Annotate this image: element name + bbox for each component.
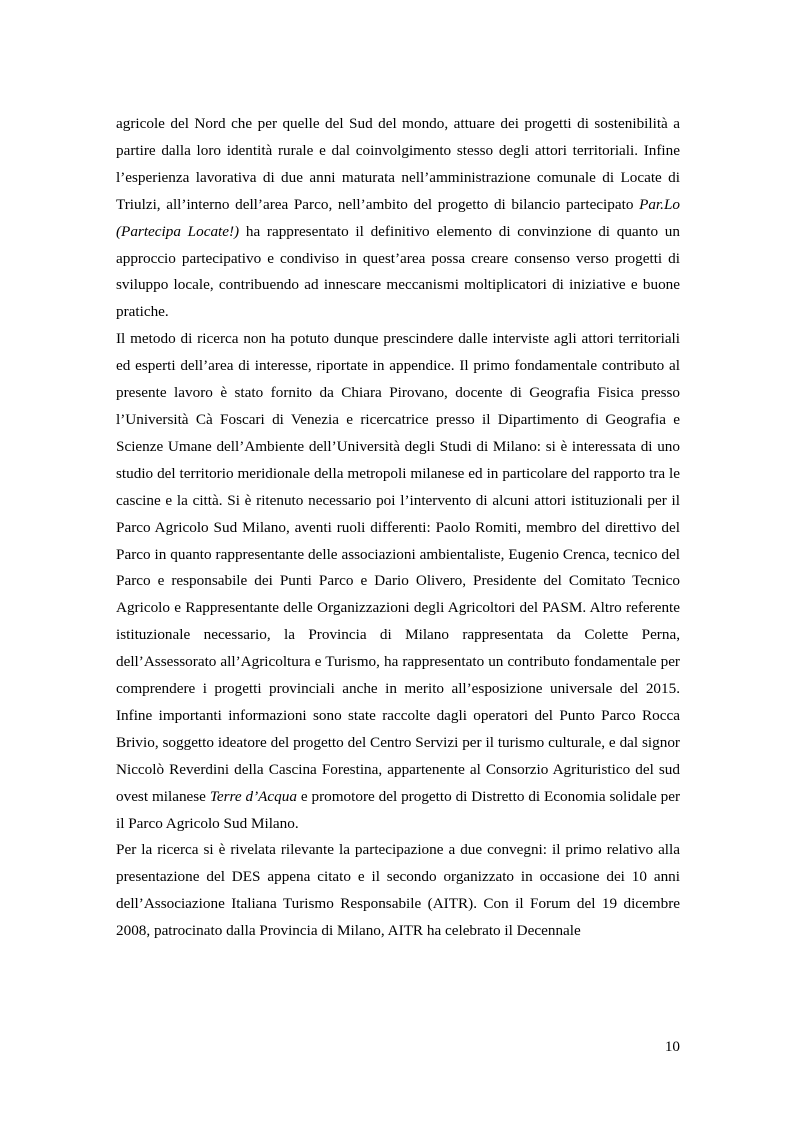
paragraph-1-italic-title: Par.Lo (Partecipa Locate!) — [116, 195, 680, 240]
body-text — [116, 111, 680, 945]
paragraph-2-text-a: Il metodo di ricerca non ha potuto dunque prescindere dalle interviste agli attori territoriali ed esperti dell’area di interesse, riportate in appendice. Il primo fondamentale contributo al presente lavoro è stato fornito da Chiara Pirovano, docente di Geografia Fisica presso l’Università Cà Foscari di Venezia e ricercatrice presso il Dipartimento di Geografia e Scienze Umane dell’Ambiente dell’Università degli Studi di Milano: si è interessata di uno studio del territorio meridionale della metropoli milanese ed in particolare del rapporto tra le cascine e la città. Si è ritenuto necessario poi l’intervento di alcuni attori istituzionali per il Parco Agricolo Sud Milano, aventi ruoli differenti: Paolo Romiti, membro del direttivo del Parco in quanto rappresentante delle associazioni ambientaliste, Eugenio Crenca, tecnico del Parco e responsabile dei Punti Parco e Dario Olivero, Presidente del Comitato Tecnico Agricolo e Rappresentante delle Organizzazioni degli Agricoltori del PASM. Altro referente istituzionale necessario, la Provincia di Milano rappresentata da Colette Perna, dell’Assessorato all’Agricoltura e Turismo, ha rappresentato un contributo fondamentale per comprendere i progetti provinciali anche in merito all’esposizione universale del 2015. Infine importanti informazioni sono state raccolte dagli operatori del Punto Parco Rocca Brivio, soggetto ideatore del progetto del Centro Servizi per il turismo culturale, e dal signor Niccolò Reverdini della Cascina Forestina, appartenente al Consorzio Agrituristico del sud ovest milanese — [116, 330, 680, 805]
paragraph-2-italic-name: Terre d’Acqua — [209, 787, 297, 805]
paragraph-1-text-a: agricole del Nord che per quelle del Sud del mondo, attuare dei progetti di sostenibilità a partire dalla loro identità rurale e dal coinvolgimento stesso degli attori territoriali. Infine l’esperienza lavorativa di due anni maturata nell’amministrazione comunale di Locate di Triulzi, all’interno dell’area Parco, nell’ambito del progetto di bilancio partecipato — [116, 115, 680, 213]
paragraph-3-text: Per la ricerca si è rivelata rilevante la partecipazione a due convegni: il primo relativo alla presentazione del DES appena citato e il secondo organizzato in occasione dei 10 anni dell’Associazione Italiana Turismo Responsabile (AITR). Con il Forum del 19 dicembre 2008, patrocinato dalla Provincia di Milano, AITR ha celebrato il Decennale — [116, 841, 680, 940]
paragraph-2 — [116, 326, 680, 837]
page-number: 10 — [664, 1038, 680, 1055]
paragraph-2-text-b: e promotore del progetto di Distretto di Economia solidale per il Parco Agricolo Sud Milano. — [116, 787, 681, 832]
paragraph-1 — [116, 111, 680, 326]
paragraph-3 — [116, 837, 680, 945]
paragraph-1-text-b: ha rappresentato il definitivo elemento di convinzione di quanto un approccio partecipativo e condiviso in quest’area possa creare consenso verso progetti di sviluppo locale, contribuendo ad innescare meccanismi moltiplicatori di iniziative e buone pratiche. — [116, 222, 680, 321]
